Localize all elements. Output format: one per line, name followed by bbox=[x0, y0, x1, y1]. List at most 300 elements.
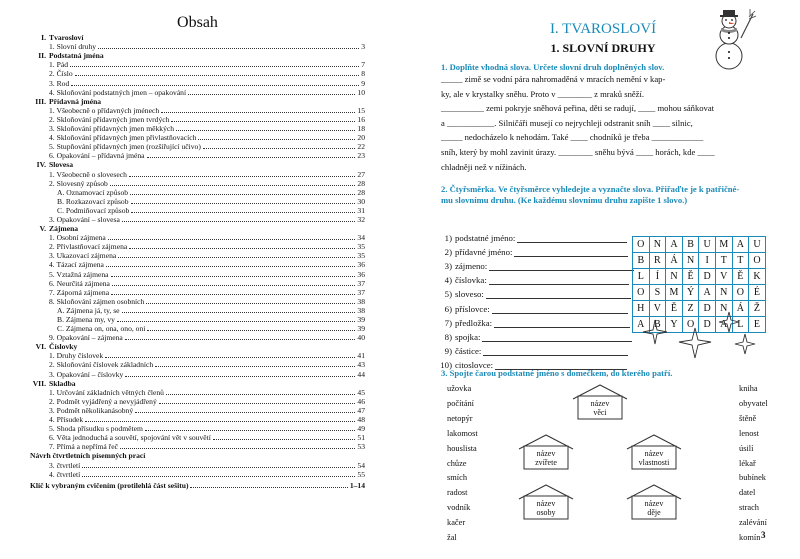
toc-leader-dots bbox=[118, 257, 355, 258]
toc-line bbox=[30, 142, 365, 151]
toc-entry-label: 5. Vztažná zájmena bbox=[49, 269, 109, 279]
noun-word[interactable]: kniha bbox=[739, 384, 758, 393]
toc-entry-label: 2. Skloňování číslovek základních bbox=[49, 360, 154, 370]
toc-line bbox=[30, 442, 365, 451]
item-number: 7) bbox=[444, 317, 452, 328]
toc-leader-dots bbox=[155, 366, 355, 367]
grid-cell[interactable]: B bbox=[649, 317, 666, 333]
answer-line[interactable] bbox=[492, 304, 628, 314]
grid-cell[interactable]: S bbox=[649, 285, 666, 301]
task1-line: _____ nedocházelo k nehodám. Také ____ chodníků je třeba ____________ bbox=[441, 132, 704, 143]
answer-line[interactable] bbox=[482, 332, 631, 342]
task3-heading: 3. Spojte čarou podstatné jméno s domečkem, do kterého patří. bbox=[441, 368, 673, 378]
toc-entry-label: 4. Přísudek bbox=[49, 415, 84, 425]
toc-line bbox=[30, 224, 365, 233]
toc-line bbox=[30, 470, 365, 479]
toc-page-number: 16 bbox=[357, 114, 365, 124]
answer-line[interactable] bbox=[494, 318, 630, 328]
item-label: příslovce: bbox=[455, 303, 490, 314]
grid-cell[interactable]: D bbox=[699, 317, 716, 333]
toc-page-number: 35 bbox=[357, 242, 365, 252]
grid-cell[interactable]: R bbox=[649, 253, 666, 269]
toc-section-title bbox=[30, 160, 73, 169]
toc-page-number: 36 bbox=[357, 260, 365, 270]
item-label: sloveso: bbox=[455, 289, 484, 300]
toc-leader-dots bbox=[176, 130, 355, 131]
toc-leader-dots bbox=[98, 48, 359, 49]
task1-line: _____ zimě se vodní pára nahromaděná v mracích nemění v kap- bbox=[441, 74, 666, 84]
toc-section-title bbox=[30, 379, 76, 388]
house-label: děje bbox=[647, 508, 661, 517]
snowman-illustration bbox=[705, 8, 757, 70]
toc-page-number: 53 bbox=[357, 442, 365, 452]
toc-leader-dots bbox=[71, 85, 359, 86]
task1-line: a ___________. Silničáři musejí co nejrychleji odstranit sníh ____ silnic, bbox=[441, 117, 693, 128]
answer-line[interactable] bbox=[483, 346, 628, 356]
toc-page-number: 23 bbox=[357, 151, 365, 161]
toc-entry-label: 8. Skloňování zájmen osobních bbox=[49, 296, 145, 306]
toc-line bbox=[30, 160, 365, 169]
grid-cell[interactable]: V bbox=[649, 301, 666, 317]
noun-word[interactable]: smích bbox=[447, 473, 468, 483]
toc-line bbox=[30, 424, 365, 433]
task2-item bbox=[436, 275, 629, 285]
toc-entry-label: B. Zájmena my, vy bbox=[57, 315, 115, 324]
toc-page-number: 51 bbox=[357, 433, 365, 443]
toc-page-number: 43 bbox=[357, 360, 365, 370]
toc-line bbox=[30, 51, 365, 60]
toc-entry-label: 2. Slovesný způsob bbox=[49, 178, 108, 188]
toc-line bbox=[30, 251, 365, 260]
toc-entry-label: C. Zájmena on, ona, ono, oni bbox=[57, 324, 146, 334]
toc-page-number: 39 bbox=[357, 324, 365, 334]
toc-entry-label: 6. Opakování – přídavná jména bbox=[49, 151, 145, 161]
toc-line bbox=[30, 115, 365, 124]
task2-item bbox=[436, 289, 631, 299]
task2-item bbox=[436, 261, 634, 271]
noun-word[interactable]: žal bbox=[447, 533, 457, 543]
toc-leader-dots bbox=[159, 403, 356, 404]
toc-line bbox=[30, 124, 365, 133]
toc-line bbox=[30, 133, 365, 142]
toc-line bbox=[30, 188, 365, 197]
grid-cell[interactable]: O bbox=[732, 285, 749, 301]
toc-line bbox=[30, 88, 365, 97]
item-number: 10) bbox=[440, 359, 452, 370]
toc-leader-dots bbox=[105, 357, 355, 358]
grid-row bbox=[633, 237, 766, 253]
noun-word[interactable]: úsilí bbox=[739, 443, 754, 453]
grid-cell[interactable]: V bbox=[715, 269, 732, 285]
item-number: 8) bbox=[444, 331, 452, 342]
grid-row bbox=[633, 285, 766, 301]
section-title: 1. SLOVNÍ DRUHY bbox=[550, 41, 656, 55]
toc-entry-label: 6. Věta jednoduchá a souvětí, spojování vět v souvětí bbox=[49, 433, 211, 443]
toc-page-number: 37 bbox=[357, 278, 365, 288]
grid-cell[interactable]: H bbox=[633, 301, 650, 317]
house-label: název bbox=[536, 499, 556, 508]
toc-line bbox=[30, 151, 365, 160]
noun-word[interactable]: chůze bbox=[447, 458, 467, 468]
nouns-left-column bbox=[447, 382, 478, 546]
toc-leader-dots bbox=[125, 376, 355, 377]
toc-page-number: 32 bbox=[357, 214, 365, 224]
toc-entry-label: C. Podmiňovací způsob bbox=[57, 205, 130, 215]
grid-cell[interactable]: Ý bbox=[682, 285, 699, 301]
grid-cell[interactable]: U bbox=[699, 237, 716, 253]
toc-section-number: I. bbox=[41, 33, 46, 43]
toc-leader-dots bbox=[110, 185, 356, 186]
answer-line[interactable] bbox=[486, 289, 631, 299]
toc-line bbox=[30, 33, 365, 42]
house-zvirete[interactable] bbox=[518, 434, 574, 470]
toc-line bbox=[30, 288, 365, 297]
noun-word[interactable]: lenost bbox=[739, 428, 760, 438]
toc-entry-label: 2. Přivlastňovací zájmena bbox=[49, 242, 128, 252]
noun-word[interactable]: zalévání bbox=[739, 518, 767, 528]
toc-entry-label: 2. Číslo bbox=[49, 69, 73, 79]
grid-cell[interactable]: A bbox=[715, 317, 732, 333]
toc-entry-label: 3. čtvrtletí bbox=[49, 460, 81, 470]
noun-word[interactable]: netopýr bbox=[447, 413, 473, 423]
toc-title: Obsah bbox=[177, 14, 218, 31]
item-label: spojka: bbox=[455, 331, 481, 342]
toc-page-number: 38 bbox=[357, 296, 365, 306]
toc-leader-dots bbox=[131, 203, 356, 204]
toc-page-number: 46 bbox=[357, 396, 365, 406]
toc-entry-label: 7. Přímá a nepřímá řeč bbox=[49, 442, 118, 452]
grid-cell[interactable]: D bbox=[699, 301, 716, 317]
house-label: věci bbox=[593, 408, 607, 417]
toc-page-number: 27 bbox=[357, 169, 365, 179]
toc-page-number: 40 bbox=[357, 333, 365, 343]
toc-leader-dots bbox=[125, 339, 356, 340]
toc-line bbox=[30, 360, 365, 369]
noun-word[interactable]: vodník bbox=[447, 503, 471, 513]
toc-line bbox=[30, 433, 365, 442]
grid-cell[interactable]: L bbox=[633, 269, 650, 285]
toc-leader-dots bbox=[108, 239, 356, 240]
noun-word[interactable]: radost bbox=[447, 488, 468, 498]
grid-cell[interactable]: M bbox=[666, 285, 683, 301]
task1-line: chladněji než v nížinách. bbox=[441, 161, 527, 172]
toc-leader-dots bbox=[129, 248, 355, 249]
toc-page-number: 7 bbox=[361, 60, 365, 70]
toc-line bbox=[30, 460, 365, 469]
task2-item bbox=[436, 318, 630, 328]
toc-line bbox=[30, 481, 365, 490]
house-deje[interactable] bbox=[626, 484, 682, 520]
toc-line bbox=[30, 369, 365, 378]
house-osoby[interactable] bbox=[518, 484, 574, 520]
toc-line bbox=[30, 197, 365, 206]
toc-entry-label: 7. Záporná zájmena bbox=[49, 287, 110, 297]
noun-word[interactable]: počítání bbox=[447, 398, 474, 408]
toc-entry-label: 5. Shoda přísudku s podmětem bbox=[49, 424, 143, 434]
toc-line bbox=[30, 351, 365, 360]
toc-section-title bbox=[30, 97, 101, 106]
toc-leader-dots bbox=[112, 285, 355, 286]
toc-page-number: 22 bbox=[357, 142, 365, 152]
toc-page-number: 36 bbox=[357, 269, 365, 279]
toc-leader-dots bbox=[70, 66, 359, 67]
toc-line bbox=[30, 279, 365, 288]
grid-cell[interactable]: O bbox=[633, 237, 650, 253]
item-label: přídavné jméno: bbox=[455, 247, 513, 258]
toc-line bbox=[30, 406, 365, 415]
toc-page-number: 8 bbox=[361, 69, 365, 79]
house-label: zvířete bbox=[535, 458, 557, 467]
toc-entry-label: 3. Rod bbox=[49, 78, 70, 88]
answer-line[interactable] bbox=[489, 275, 629, 285]
toc-page-number: 3 bbox=[361, 42, 365, 52]
grid-cell[interactable]: A bbox=[666, 237, 683, 253]
toc-line bbox=[30, 42, 365, 51]
toc-line bbox=[30, 242, 365, 251]
task2-item bbox=[436, 304, 628, 314]
toc-leader-dots bbox=[120, 448, 355, 449]
toc-line bbox=[30, 260, 365, 269]
toc-entry-label: 3. Skloňování přídavných jmen měkkých bbox=[49, 124, 175, 134]
toc-leader-dots bbox=[106, 266, 356, 267]
grid-cell[interactable]: Ž bbox=[749, 301, 766, 317]
toc-section-number: II. bbox=[38, 51, 46, 61]
item-number: 4) bbox=[444, 275, 452, 286]
house-label: název bbox=[644, 449, 664, 458]
toc-line bbox=[30, 388, 365, 397]
task2-item bbox=[436, 247, 628, 257]
toc-page-number: 39 bbox=[357, 315, 365, 324]
grid-cell[interactable]: L bbox=[732, 317, 749, 333]
nouns-right-column bbox=[739, 382, 768, 546]
grid-cell[interactable]: D bbox=[699, 269, 716, 285]
toc-page-number: 28 bbox=[357, 187, 365, 197]
toc-entry-label: A. Oznamovací způsob bbox=[57, 187, 129, 197]
toc-section-label: Tvarosloví bbox=[49, 33, 84, 43]
toc-page-number: 55 bbox=[357, 469, 365, 479]
noun-word[interactable]: komín bbox=[739, 533, 761, 543]
house-label: vlastnosti bbox=[638, 458, 670, 467]
toc-leader-dots bbox=[213, 439, 356, 440]
item-number: 1) bbox=[444, 233, 452, 243]
noun-word[interactable]: datel bbox=[739, 488, 756, 498]
noun-word[interactable]: bubínek bbox=[739, 473, 766, 483]
toc-leader-dots bbox=[146, 303, 355, 304]
toc-section-number: VII. bbox=[32, 378, 46, 388]
toc-page-number: 37 bbox=[357, 287, 365, 297]
toc-page-number: 44 bbox=[357, 369, 365, 379]
toc-line bbox=[30, 324, 365, 333]
grid-cell[interactable]: A bbox=[633, 317, 650, 333]
toc-section-title bbox=[30, 224, 78, 233]
toc-page-number: 45 bbox=[357, 387, 365, 397]
grid-cell[interactable]: I bbox=[699, 253, 716, 269]
toc-page-number: 38 bbox=[357, 305, 365, 315]
grid-cell[interactable]: Á bbox=[732, 301, 749, 317]
grid-cell[interactable]: Ě bbox=[732, 269, 749, 285]
grid-cell[interactable]: N bbox=[649, 237, 666, 253]
item-number: 9) bbox=[444, 345, 452, 356]
noun-word[interactable]: houslista bbox=[447, 443, 477, 453]
toc-page-number: 47 bbox=[357, 405, 365, 415]
item-label: číslovka: bbox=[455, 275, 487, 286]
grid-cell[interactable]: Z bbox=[682, 301, 699, 317]
toc-page-number: 54 bbox=[357, 460, 365, 470]
toc-line bbox=[30, 379, 365, 388]
toc-section-label: Skladba bbox=[49, 378, 76, 388]
toc-line bbox=[30, 333, 365, 342]
toc-section-label: Slovesa bbox=[49, 160, 74, 170]
item-number: 3) bbox=[444, 261, 452, 272]
grid-cell[interactable]: O bbox=[749, 253, 766, 269]
grid-cell[interactable]: É bbox=[749, 285, 766, 301]
toc-line bbox=[30, 78, 365, 87]
toc-leader-dots bbox=[130, 194, 355, 195]
grid-cell[interactable]: B bbox=[682, 237, 699, 253]
grid-cell[interactable]: T bbox=[715, 253, 732, 269]
toc-line bbox=[30, 206, 365, 215]
toc-page-number: 49 bbox=[357, 424, 365, 434]
task1-line: sníh, který by mohl zavinit úrazy. ________ sněhu bývá ____ horách, kde ____ bbox=[441, 147, 715, 157]
task2-heading-2: mu slovnímu druhu. (Ke každému slovnímu druhu zapište 1 slovo.) bbox=[441, 195, 688, 205]
toc-leader-dots bbox=[131, 212, 355, 213]
noun-word[interactable]: kačer bbox=[447, 518, 466, 528]
toc-entry-label: 1. Druhy číslovek bbox=[49, 351, 104, 361]
house-label: osoby bbox=[536, 508, 556, 517]
toc-section-title bbox=[30, 51, 104, 60]
toc-entry-label: B. Rozkazovací způsob bbox=[57, 196, 129, 206]
grid-cell[interactable]: N bbox=[666, 269, 683, 285]
grid-cell[interactable]: N bbox=[715, 285, 732, 301]
toc-entry-label: 5. Stupňování přídavných jmen (rozšiřující učivo) bbox=[49, 142, 201, 152]
toc-list bbox=[30, 33, 365, 490]
answer-line[interactable] bbox=[517, 233, 627, 243]
toc-leader-dots bbox=[111, 294, 355, 295]
grid-cell[interactable]: Y bbox=[666, 317, 683, 333]
grid-row bbox=[633, 253, 766, 269]
grid-cell[interactable]: Á bbox=[666, 253, 683, 269]
toc-section-label: Podstatná jména bbox=[49, 51, 104, 61]
toc-entry-label: 3. Opakování – slovesa bbox=[49, 214, 120, 224]
noun-word[interactable]: štěně bbox=[739, 413, 757, 423]
toc-entry-label: 3. Podmět několikanásobný bbox=[49, 405, 134, 415]
toc-entry-label: 4. čtvrtletí bbox=[49, 469, 81, 479]
toc-page-number: 20 bbox=[357, 133, 365, 143]
item-number: 6) bbox=[444, 303, 452, 314]
house-veci[interactable] bbox=[572, 384, 628, 420]
item-label: podstatné jméno: bbox=[455, 233, 516, 243]
toc-page-number: 15 bbox=[357, 105, 365, 115]
toc-entry-label: 1. Všeobecně o přídavných jménech bbox=[49, 105, 160, 115]
toc-page-number: 34 bbox=[357, 233, 365, 243]
grid-cell[interactable]: M bbox=[715, 237, 732, 253]
noun-word[interactable]: lakomost bbox=[447, 428, 478, 438]
task1-line: __________ zemi pokryje sněhová peřina, děti se radují, ____ mohou sáňkovat bbox=[441, 103, 715, 114]
toc-line bbox=[30, 269, 365, 278]
grid-cell[interactable]: U bbox=[749, 237, 766, 253]
toc-entry-label: Návrh čtvrtletních písemných prací bbox=[30, 451, 146, 461]
grid-cell[interactable]: B bbox=[633, 253, 650, 269]
toc-section-number: IV. bbox=[36, 160, 46, 170]
noun-word[interactable]: obyvatel bbox=[739, 398, 768, 408]
toc-line bbox=[30, 315, 365, 324]
toc-line bbox=[30, 415, 365, 424]
grid-cell[interactable]: T bbox=[732, 253, 749, 269]
noun-word[interactable]: užovka bbox=[447, 384, 472, 393]
exercise-page bbox=[433, 0, 773, 559]
toc-entry-label: 3. Ukazovací zájmena bbox=[49, 251, 117, 261]
house-vlastnosti[interactable] bbox=[626, 434, 682, 470]
toc-section-title bbox=[30, 33, 83, 42]
toc-line bbox=[30, 60, 365, 69]
item-number: 5) bbox=[444, 289, 452, 300]
toc-leader-dots bbox=[147, 330, 355, 331]
grid-cell[interactable]: K bbox=[749, 269, 766, 285]
grid-cell[interactable]: N bbox=[715, 301, 732, 317]
toc-leader-dots bbox=[122, 312, 356, 313]
noun-word[interactable]: lékař bbox=[739, 458, 756, 468]
toc-leader-dots bbox=[111, 276, 356, 277]
toc-line bbox=[30, 397, 365, 406]
toc-leader-dots bbox=[188, 94, 355, 95]
toc-leader-dots bbox=[198, 139, 355, 140]
toc-page-number: 1–14 bbox=[349, 480, 365, 490]
grid-cell[interactable]: A bbox=[699, 285, 716, 301]
noun-word[interactable]: strach bbox=[739, 503, 759, 513]
grid-cell[interactable]: Ě bbox=[666, 301, 683, 317]
toc-line bbox=[30, 179, 365, 188]
toc-line bbox=[30, 169, 365, 178]
toc-line bbox=[30, 297, 365, 306]
house-label: název bbox=[644, 499, 664, 508]
toc-line bbox=[30, 97, 365, 106]
toc-leader-dots bbox=[145, 430, 356, 431]
grid-cell[interactable]: O bbox=[682, 317, 699, 333]
grid-cell[interactable]: N bbox=[682, 253, 699, 269]
answer-line[interactable] bbox=[489, 261, 634, 271]
task2-item bbox=[436, 332, 632, 342]
grid-cell[interactable]: E bbox=[749, 317, 766, 333]
toc-leader-dots bbox=[82, 467, 355, 468]
task2-item bbox=[436, 346, 628, 356]
toc-leader-dots bbox=[203, 148, 356, 149]
item-label: zájmeno: bbox=[455, 261, 488, 272]
item-number: 2) bbox=[444, 247, 452, 258]
toc-page-number: 48 bbox=[357, 415, 365, 425]
toc-page-number: 31 bbox=[357, 205, 365, 215]
toc-entry-label: 1. Slovní druhy bbox=[49, 42, 97, 52]
toc-line bbox=[30, 451, 365, 460]
toc-entry-label: A. Zájmena já, ty, se bbox=[57, 305, 120, 315]
answer-line[interactable] bbox=[514, 247, 628, 257]
toc-page-number: 30 bbox=[357, 196, 365, 206]
task2-heading-1: 2. Čtyřsměrka. Ve čtyřsměrce vyhledejte a vyznačte slova. Přiřaďte je k patřičné- bbox=[441, 184, 740, 194]
toc-leader-dots bbox=[147, 157, 356, 158]
item-label: předložka: bbox=[455, 317, 493, 328]
toc-entry-label: 1. Osobní zájmena bbox=[49, 233, 106, 243]
grid-cell[interactable]: O bbox=[633, 285, 650, 301]
item-label: částice: bbox=[455, 345, 482, 356]
toc-page-number: 18 bbox=[357, 124, 365, 134]
toc-page-number: 41 bbox=[357, 351, 365, 361]
grid-cell[interactable]: Ě bbox=[682, 269, 699, 285]
grid-cell[interactable]: A bbox=[732, 237, 749, 253]
toc-entry-label: 2. Skloňování přídavných jmen tvrdých bbox=[49, 114, 170, 124]
toc-section-number: III. bbox=[35, 96, 46, 106]
toc-leader-dots bbox=[135, 412, 355, 413]
toc-page-number: 10 bbox=[357, 87, 365, 97]
grid-cell[interactable]: Í bbox=[649, 269, 666, 285]
